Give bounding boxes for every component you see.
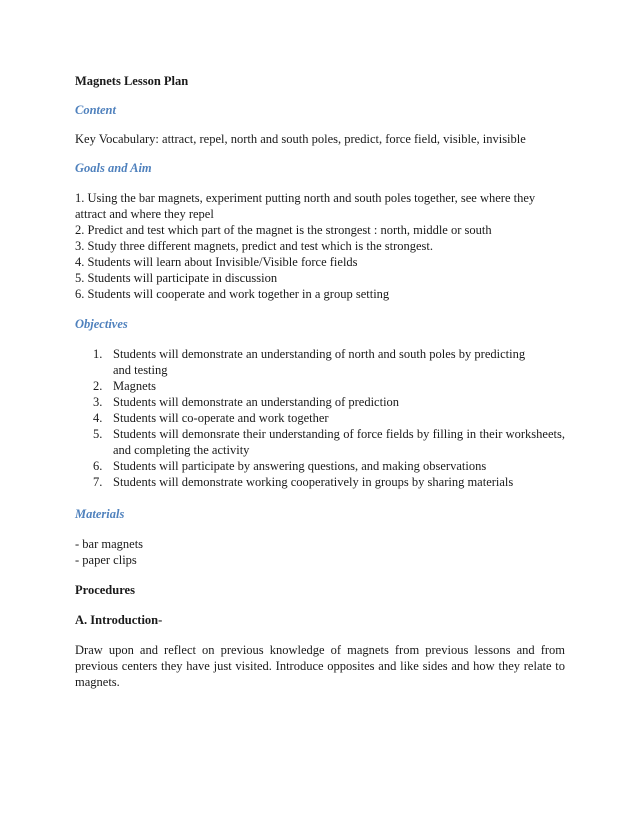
objective-item [93, 394, 565, 410]
document-page [75, 73, 565, 690]
objectives-list [75, 346, 565, 490]
objectives-heading: Objectives [75, 317, 128, 331]
objective-text: Students will demonstrate an understanding of north and south poles by predicting and testing [113, 347, 526, 377]
objective-item [93, 474, 565, 490]
objective-item [93, 346, 565, 378]
goal-item: 1. Using the bar magnets, experiment putting north and south poles together, see where they attract and where they repel [75, 191, 536, 221]
materials-heading: Materials [75, 507, 125, 521]
goal-item: 6. Students will cooperate and work together in a group setting [75, 287, 390, 301]
objective-number: 7. [93, 475, 103, 489]
objective-text: Students will demonsrate their understanding of force fields by filling in their worksheets, and completing the activity [113, 427, 565, 457]
objective-number: 2. [93, 379, 103, 393]
objective-item [93, 378, 565, 394]
goal-item: 5. Students will participate in discussion [75, 271, 278, 285]
page-title: Magnets Lesson Plan [75, 74, 189, 88]
objective-item [93, 410, 565, 426]
objective-number: 5. [93, 427, 103, 441]
objective-text: Students will demonstrate an understanding of prediction [113, 395, 400, 409]
procedures-heading: Procedures [75, 583, 135, 597]
material-item: - bar magnets [75, 537, 144, 551]
materials-list [75, 536, 565, 568]
objective-text: Magnets [113, 379, 157, 393]
material-item: - paper clips [75, 553, 137, 567]
goals-list [75, 190, 565, 302]
objective-number: 3. [93, 395, 103, 409]
objective-number: 1. [93, 347, 103, 361]
key-vocabulary-text: Key Vocabulary: attract, repel, north and south poles, predict, force field, visible, invisible [75, 132, 526, 146]
goals-heading: Goals and Aim [75, 161, 152, 175]
content-heading: Content [75, 103, 116, 117]
introduction-text: Draw upon and reflect on previous knowledge of magnets from previous lessons and from previous centers they have just visited. Introduce opposites and like sides and how they relate to magnets. [75, 643, 565, 689]
goal-item: 3. Study three different magnets, predict and test which is the strongest. [75, 239, 434, 253]
objective-text: Students will demonstrate working cooperatively in groups by sharing materials [113, 475, 514, 489]
objective-number: 4. [93, 411, 103, 425]
objective-item [93, 426, 565, 458]
goal-item: 4. Students will learn about Invisible/Visible force fields [75, 255, 358, 269]
objective-text: Students will co-operate and work together [113, 411, 329, 425]
introduction-heading: A. Introduction- [75, 613, 163, 627]
goal-item: 2. Predict and test which part of the magnet is the strongest : north, middle or south [75, 223, 492, 237]
objective-item [93, 458, 565, 474]
objective-text: Students will participate by answering questions, and making observations [113, 459, 487, 473]
objective-number: 6. [93, 459, 103, 473]
